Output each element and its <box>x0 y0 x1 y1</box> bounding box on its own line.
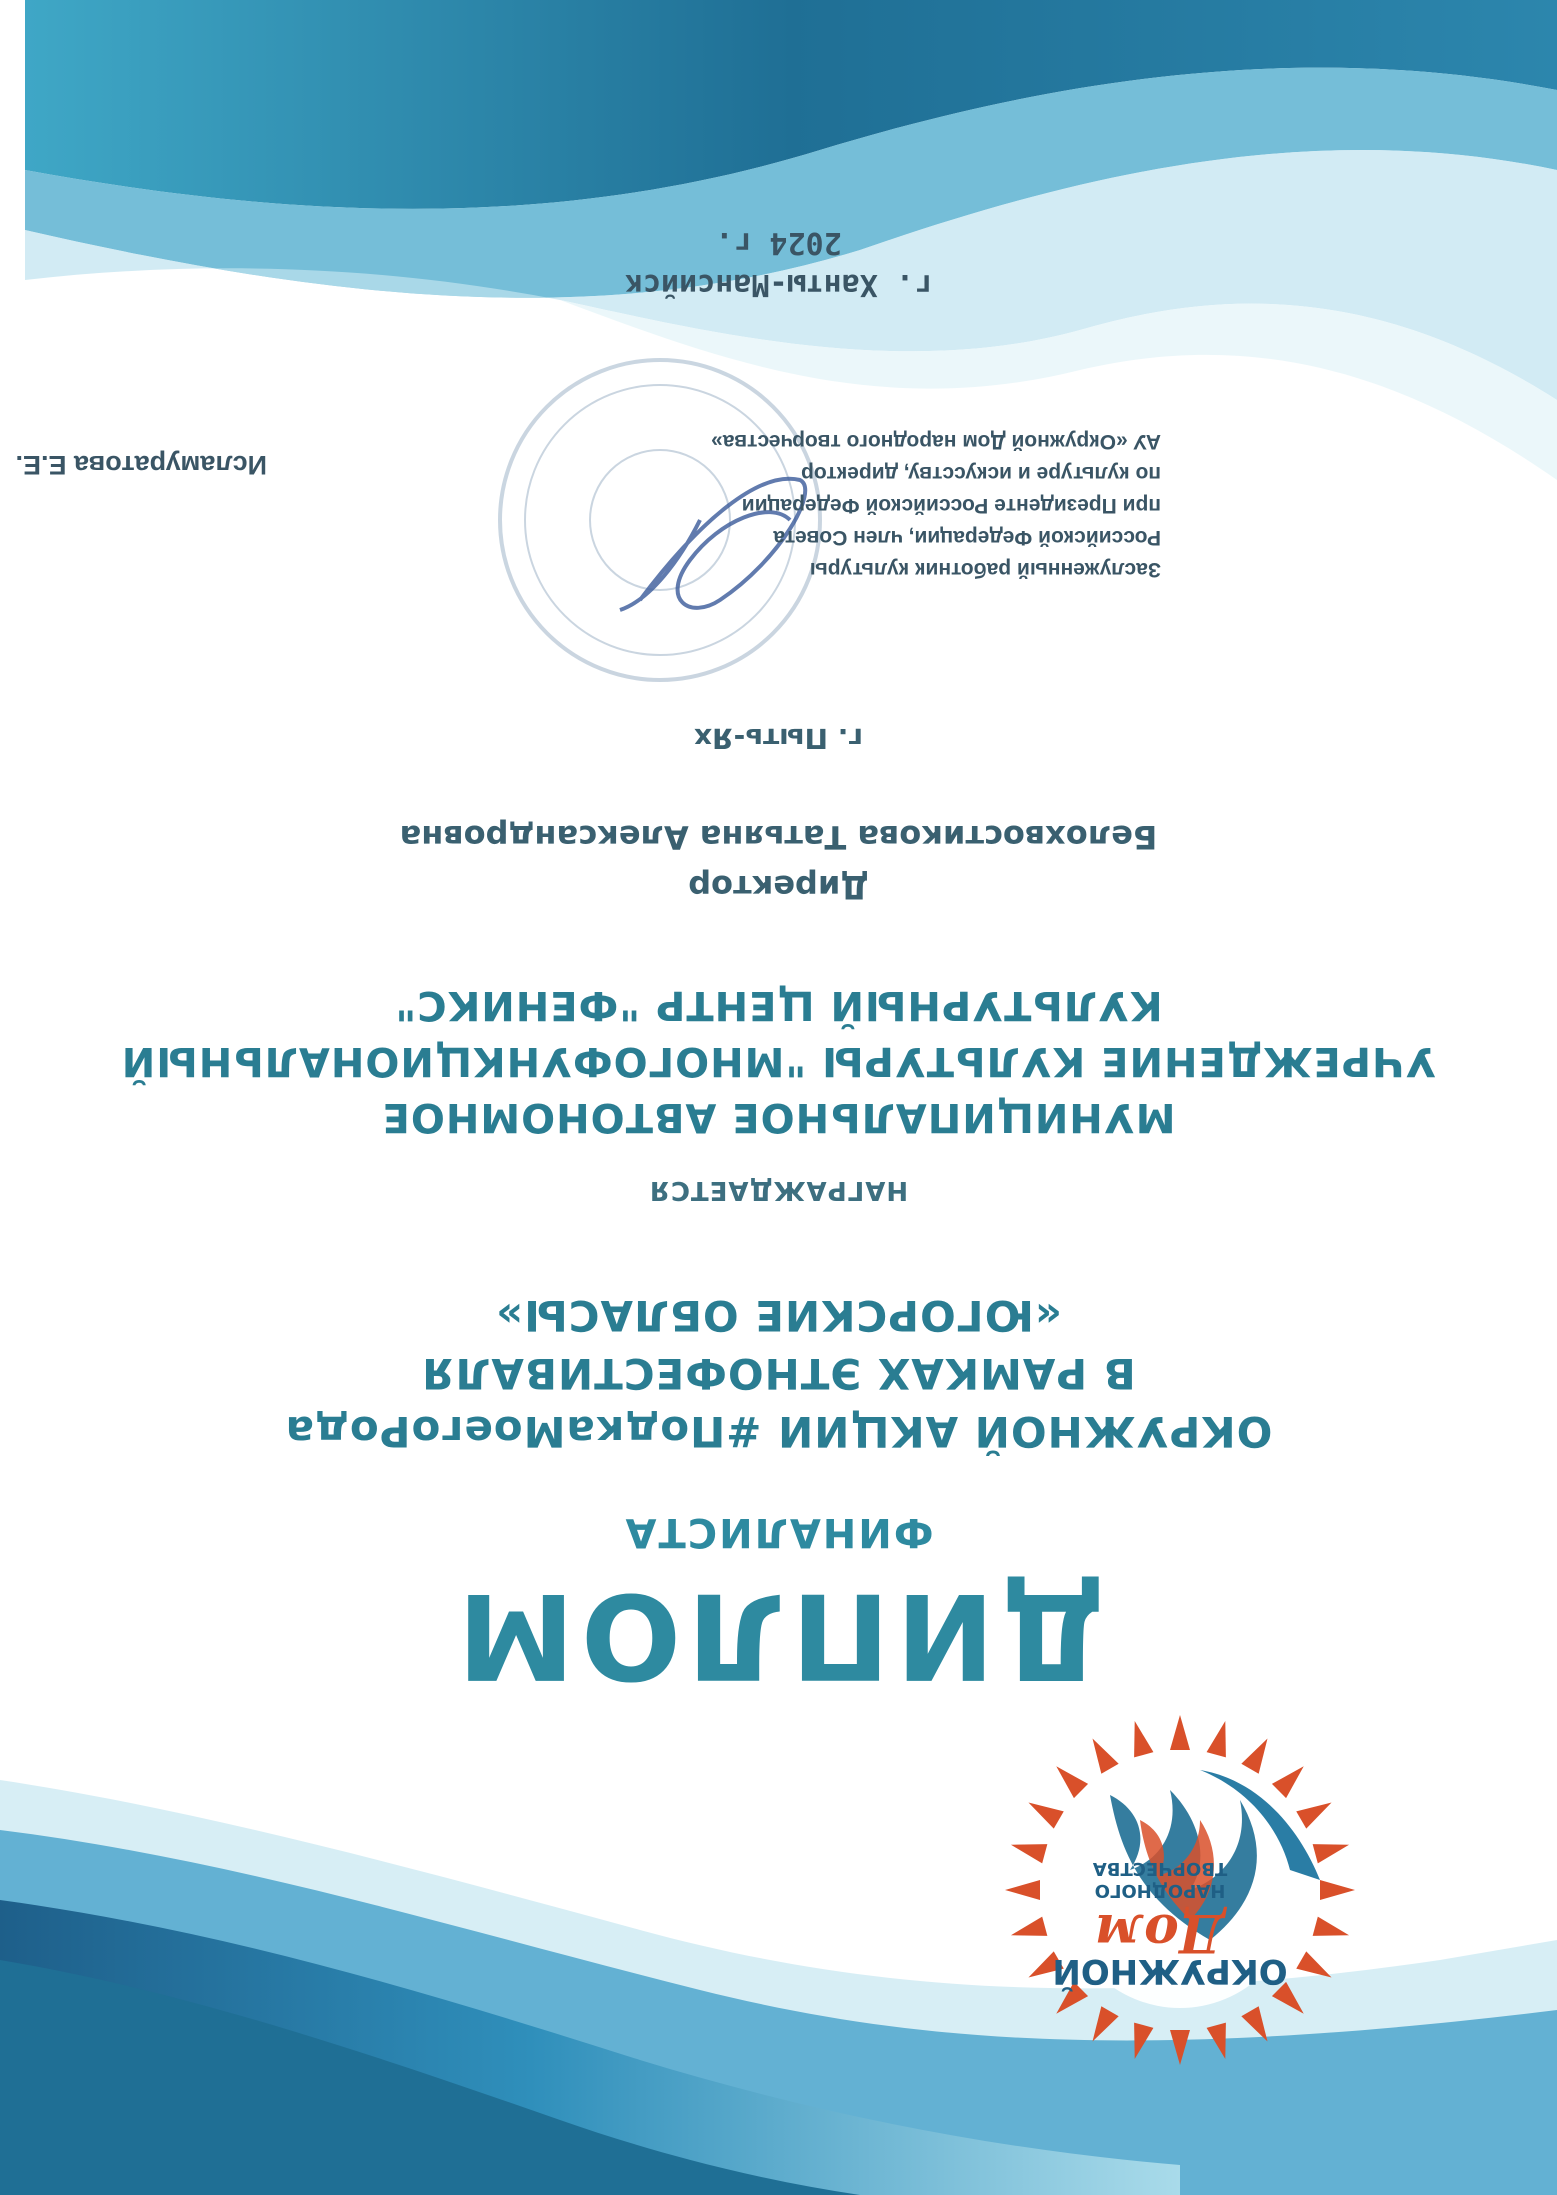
signatory-line: Заслуженный работник культуры <box>809 558 1161 581</box>
signatory-line: Российской Федерации, член Совета <box>773 526 1161 549</box>
recipient-line: УЧРЕЖДЕНИЕ КУЛЬТУРЫ "МНОГОФУНКЦИОНАЛЬНЫЙ <box>120 1038 1437 1084</box>
signatory-credentials <box>601 425 1161 585</box>
recipient-line: МУНИЦИПАЛЬНОЕ АВТОНОМНОЕ <box>381 1094 1176 1140</box>
logo-line-3: НАРОДНОГО <box>1094 1880 1226 1901</box>
event-block <box>0 1286 1557 1460</box>
director-name: Белохвостикова Татьяна Александровна <box>399 818 1158 856</box>
signatory-line: при Президенте Российской Федерации <box>741 494 1161 517</box>
logo-line-4: ТВОРЧЕСТВА <box>1092 1858 1228 1879</box>
issue-city: г. Ханты-Мансийск <box>624 267 933 302</box>
signatory-line: АУ «Окружной Дом народного творчества» <box>711 430 1161 453</box>
recipient-city: г. Пыть-Ях <box>694 722 863 755</box>
event-line: В РАМКАХ ЭТНОФЕСТИВАЛЯ <box>421 1349 1136 1398</box>
recipient-line: КУЛЬТУРНЫЙ ЦЕНТР "ФЕНИКС" <box>394 982 1163 1028</box>
recipient-block <box>0 977 1557 1145</box>
director-title: Директор <box>688 868 869 906</box>
issue-year: 2024 г. <box>715 225 842 260</box>
logo-line-1: ОКРУЖНОЙ <box>1052 1951 1288 1991</box>
signatory-name: Исламуратова Е.Е. <box>15 450 267 480</box>
event-line: «ЮГОРСКИЕ ОБЛАСЫ» <box>495 1291 1062 1340</box>
issue-place-date <box>0 221 1557 305</box>
diploma-subtitle: ФИНАЛИСТА <box>623 1509 934 1555</box>
diploma-title: ДИПЛОМ <box>451 1567 1106 1705</box>
logo-line-2: Дом <box>1094 1902 1226 1963</box>
signatory-line: по культуре и искусству, директор <box>801 462 1161 485</box>
event-line: ОКРУЖНОЙ АКЦИИ #ПодкаМоегоРода <box>284 1407 1273 1456</box>
awarded-label: НАГРАЖДАЕТСЯ <box>648 1175 909 1205</box>
